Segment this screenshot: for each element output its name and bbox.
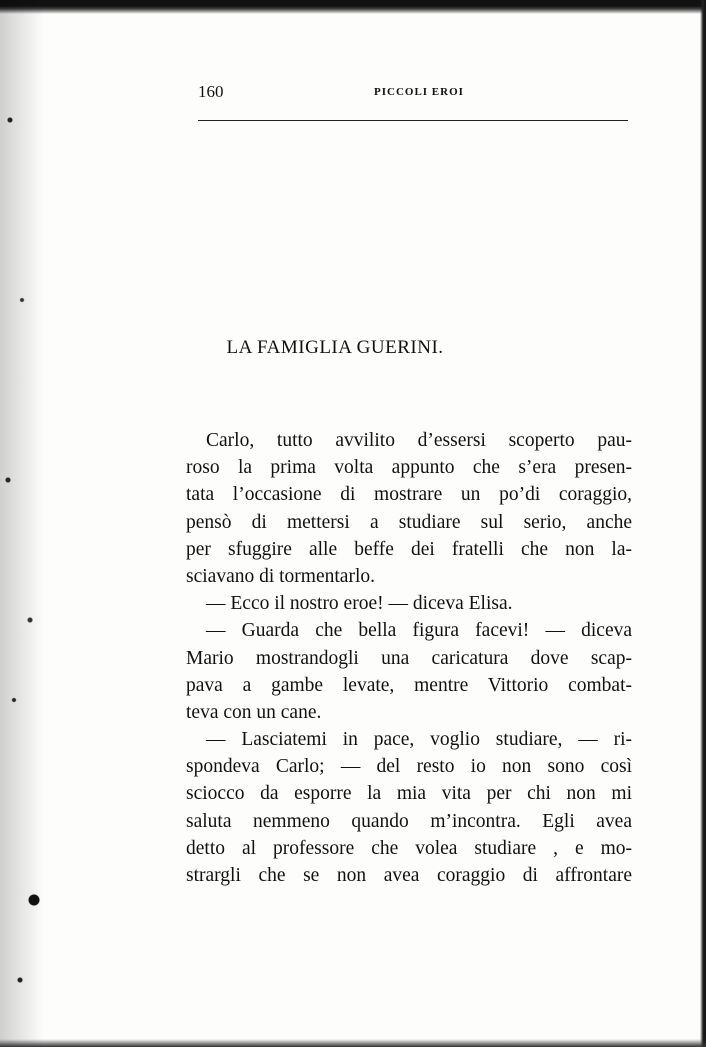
header-rule bbox=[198, 120, 628, 121]
text-line: per sfuggire alle beffe dei fratelli che non la- bbox=[186, 538, 632, 560]
text-line: pensò di mettersi a studiare sul serio, anche bbox=[186, 511, 632, 533]
page-number: 160 bbox=[198, 82, 224, 101]
text-line: sciocco da esporre la mia vita per chi non mi bbox=[186, 783, 632, 805]
text-line: saluta nemmeno quando m’incontra. Egli avea bbox=[186, 810, 632, 832]
running-title: PICCOLI EROI bbox=[374, 86, 464, 98]
scan-right-edge bbox=[700, 0, 706, 1047]
text-line: — Lasciatemi in pace, voglio studiare, — ri- bbox=[206, 729, 632, 751]
text-line: sciavano di tormentarlo. bbox=[186, 565, 375, 587]
scan-left-edge bbox=[0, 0, 44, 1047]
scan-top-edge bbox=[0, 0, 706, 14]
text-line: Mario mostrandogli una caricatura dove scap- bbox=[186, 647, 632, 669]
text-line: — Ecco il nostro eroe! — diceva Elisa. bbox=[206, 593, 513, 615]
chapter-title: LA FAMIGLIA GUERINI. bbox=[226, 337, 444, 358]
text-line: roso la prima volta appunto che s’era presen- bbox=[186, 457, 632, 479]
body-text bbox=[186, 427, 632, 889]
text-line: pava a gambe levate, mentre Vittorio combat- bbox=[186, 674, 632, 696]
scan-bottom-edge bbox=[0, 1039, 706, 1047]
text-line: tata l’occasione di mostrare un po’di coraggio, bbox=[186, 484, 632, 506]
text-line: spondeva Carlo; — del resto io non sono così bbox=[186, 756, 632, 778]
text-line: detto al professore che volea studiare , e mo- bbox=[186, 837, 632, 859]
text-line: teva con un cane. bbox=[186, 701, 322, 723]
text-line: — Guarda che bella figura facevi! — diceva bbox=[206, 620, 632, 642]
text-line: Carlo, tutto avvilito d’essersi scoperto pau- bbox=[206, 430, 632, 451]
text-line: strargli che se non avea coraggio di affrontare bbox=[186, 865, 632, 886]
page-header bbox=[198, 82, 628, 122]
